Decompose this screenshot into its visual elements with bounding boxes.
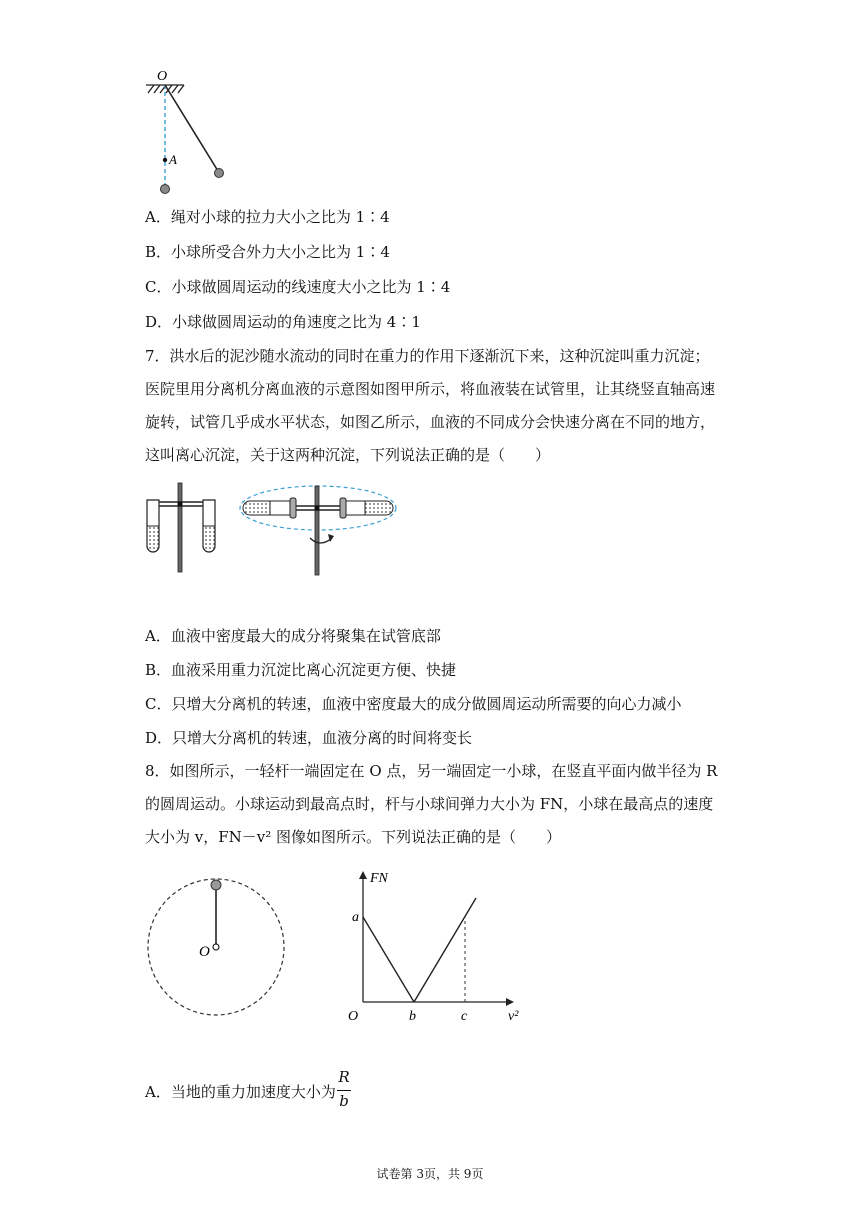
- q7-line-4: 这叫离心沉淀，关于这两种沉淀，下列说法正确的是（ ）: [145, 446, 551, 464]
- q7-line-3: 旋转，试管几乎成水平状态，如图乙所示，血液的不同成分会快速分离在不同的地方，: [145, 413, 716, 431]
- nail-label-a: A: [169, 152, 177, 167]
- x-axis-label: v²: [508, 1009, 519, 1024]
- q6-option-a: A．绳对小球的拉力大小之比为 1∶4: [145, 208, 390, 226]
- centrifuge-at-rest: [147, 483, 215, 572]
- q7-line-2: 医院里用分离机分离血液的示意图如图甲所示，将血液装在试管里，让其绕竖直轴高速: [145, 380, 716, 398]
- page-footer: 试卷第 3页，共 9页: [376, 1167, 484, 1181]
- x-axis-arrow: [506, 998, 514, 1006]
- q8-line-3: 大小为 v，FN－v² 图像如图所示。下列说法正确的是（ ）: [145, 828, 562, 846]
- fraction-numerator: R: [338, 1068, 350, 1086]
- q8-line-2: 的圆周运动。小球运动到最高点时，杆与小球间弹力大小为 FN，小球在最高点的速度: [145, 795, 714, 813]
- ball-top: [211, 880, 221, 890]
- fraction-bar: [337, 1090, 351, 1091]
- q8-option-a: A．当地的重力加速度大小为: [145, 1083, 336, 1101]
- pendulum-figure: [140, 65, 240, 200]
- centrifuge-figure: [140, 478, 410, 583]
- origin-label: O: [348, 1009, 359, 1024]
- q7-option-a: A．血液中密度最大的成分将聚集在试管底部: [145, 627, 441, 645]
- fn-v2-graph: [330, 862, 530, 1027]
- y-tick-label-a: a: [352, 910, 359, 925]
- y-axis-label: FN: [370, 871, 388, 886]
- nail-point-a: [163, 158, 167, 162]
- q7-line-1: 7．洪水后的泥沙随水流动的同时在重力的作用下逐渐沉下来，这种沉淀叫重力沉淀；: [145, 347, 710, 365]
- q8-line-1: 8．如图所示，一轻杆一端固定在 O 点，另一端固定一小球，在竖直平面内做半径为 R: [145, 762, 718, 780]
- series-descending: [363, 917, 414, 1002]
- y-axis-arrow: [359, 871, 367, 879]
- ball-bottom: [161, 185, 170, 194]
- x-tick-label-c: c: [461, 1009, 468, 1024]
- fraction-denominator: b: [339, 1092, 349, 1110]
- pivot-label-o: O: [157, 69, 168, 84]
- pivot-o: [213, 944, 219, 950]
- series-ascending: [414, 898, 476, 1002]
- q7-option-d: D．只增大分离机的转速，血液分离的时间将变长: [145, 729, 473, 747]
- pivot-label-o: O: [199, 944, 210, 960]
- ball-swung: [215, 169, 224, 178]
- q6-option-c: C．小球做圆周运动的线速度大小之比为 1∶4: [145, 278, 451, 296]
- q6-option-b: B．小球所受合外力大小之比为 1∶4: [145, 243, 390, 261]
- q7-option-b: B．血液采用重力沉淀比离心沉淀更方便、快捷: [145, 661, 457, 679]
- rod-circle-figure: [145, 875, 285, 1020]
- q6-option-d: D．小球做圆周运动的角速度之比为 4∶1: [145, 313, 421, 331]
- centrifuge-rotating: [240, 486, 396, 575]
- x-tick-label-b: b: [409, 1009, 416, 1024]
- q7-option-c: C．只增大分离机的转速，血液中密度最大的成分做圆周运动所需要的向心力减小: [145, 695, 682, 713]
